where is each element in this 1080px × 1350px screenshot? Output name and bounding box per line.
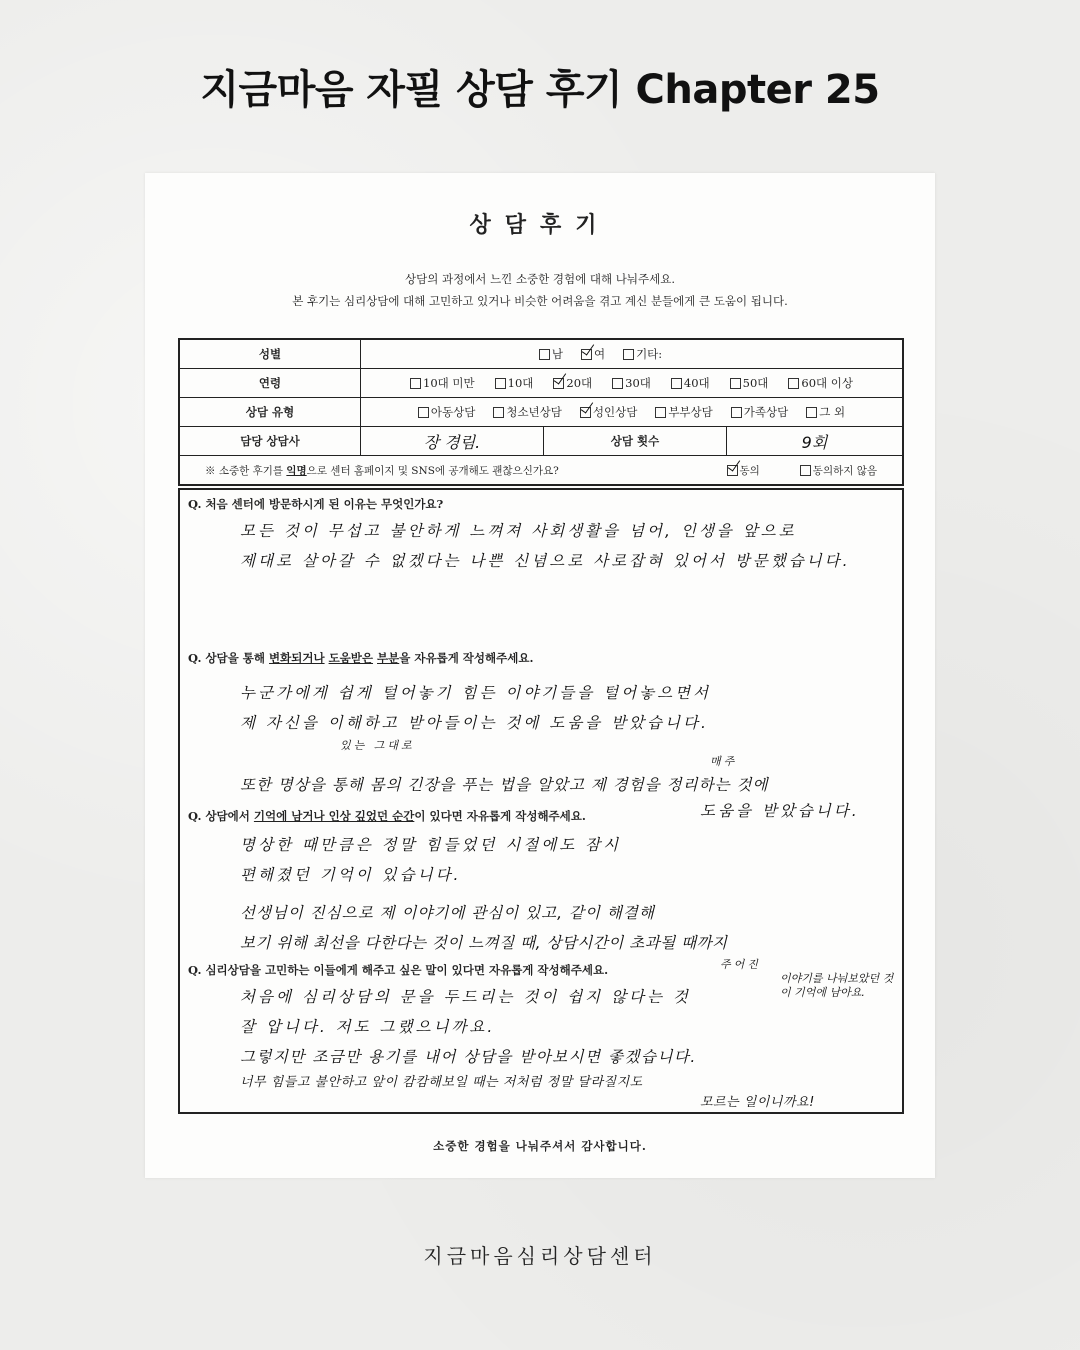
answer-1[interactable]: 모든 것이 무섭고 불안하게 느껴져 사회생활을 넘어, 인생을 앞으로 제대로 살아갈 수 없겠다는 나쁜 신념으로 사로잡혀 있어서 방문했습니다. (240, 522, 851, 570)
checkbox-icon (806, 407, 817, 418)
type-options (361, 398, 904, 427)
checkbox-checked-icon (553, 378, 564, 389)
age-label: 연령 (179, 369, 361, 398)
option-age-50s[interactable]: 50대 (730, 375, 769, 391)
question-4: Q. 심리상담을 고민하는 이들에게 해주고 싶은 말이 있다면 자유롭게 작성해주세요. (188, 963, 609, 977)
page-title: 지금마음 자필 상담 후기 Chapter 25 (200, 67, 880, 113)
checkbox-icon (730, 378, 741, 389)
checkbox-icon (612, 378, 623, 389)
option-type-adult[interactable]: 성인상담 (580, 404, 637, 420)
checkbox-checked-icon (727, 465, 738, 476)
checkbox-icon (655, 407, 666, 418)
option-age-40s[interactable]: 40대 (671, 375, 710, 391)
question-1: Q. 처음 센터에 방문하시게 된 이유는 무엇인가요? (188, 497, 444, 511)
option-age-20s[interactable]: 20대 (553, 375, 592, 391)
option-age-10s[interactable]: 10대 (495, 375, 534, 391)
option-consent-no[interactable]: 동의하지 않음 (800, 463, 877, 478)
sessions-value: 9회 (801, 432, 828, 452)
age-options (361, 369, 904, 398)
checkbox-icon (623, 349, 634, 360)
option-age-under-10[interactable]: 10대 미만 (410, 375, 475, 391)
thanks-message: 소중한 경험을 나눠주셔서 감사합니다. (433, 1139, 647, 1153)
gender-options (361, 339, 904, 369)
checkbox-icon (495, 378, 506, 389)
answer-4[interactable]: 처음에 심리상담의 문을 두드리는 것이 쉽지 않다는 것 잘 압니다. 저도 그랬으니까요. 그렇지만 조금만 용기를 내어 상담을 받아보시면 좋겠습니다. 너무 힘들고 불안하고 앞이 캄캄해보일 때는 저처럼 정말 달라질지도 모르는 일이니까요! (240, 988, 815, 1110)
answer-2[interactable]: 누군가에게 쉽게 털어놓기 힘든 이야기들을 털어놓으면서 제 자신을 이해하고 받아들이는 것에 도움을 받았습니다. 있는 그대로 매주 또한 명상을 통해 몸의 긴장을 푸는 법을 알았고 제 경험을 정리하는 것에 도움을 받았습니다. (240, 684, 860, 820)
intro-line-2: 본 후기는 심리상담에 대해 고민하고 있거나 비슷한 어려움을 겪고 계신 분들에게 큰 도움이 됩니다. (292, 294, 788, 308)
option-male[interactable]: 남 (539, 346, 563, 362)
option-age-60s[interactable]: 60대 이상 (788, 375, 853, 391)
option-type-other[interactable]: 그 외 (806, 404, 845, 420)
checkbox-icon (539, 349, 550, 360)
counselor-value-cell[interactable] (361, 427, 544, 456)
option-type-child[interactable]: 아동상담 (418, 404, 475, 420)
consent-question: ※ 소중한 후기를 익명으로 센터 홈페이지 및 SNS에 공개해도 괜찮으신가요? (205, 464, 559, 477)
checkbox-icon (800, 465, 811, 476)
option-female[interactable]: 여 (581, 346, 605, 362)
checkbox-checked-icon (581, 349, 592, 360)
counselor-value: 장 경림. (423, 432, 481, 452)
info-table (178, 338, 904, 486)
option-consent-yes[interactable]: 동의 (727, 463, 760, 478)
checkbox-icon (788, 378, 799, 389)
review-form-sheet (145, 173, 935, 1178)
sessions-label: 상담 횟수 (544, 427, 727, 456)
qa-box (178, 488, 904, 1114)
question-2: Q. 상담을 통해 변화되거나 도움받은 부분을 자유롭게 작성해주세요. (188, 651, 534, 665)
checkbox-icon (671, 378, 682, 389)
form-title: 상담후기 (469, 212, 611, 238)
type-label: 상담 유형 (179, 398, 361, 427)
center-name: 지금마음심리상담센터 (423, 1244, 657, 1268)
answer-3[interactable]: 명상한 때만큼은 정말 힘들었던 시절에도 잠시 편해졌던 기억이 있습니다. 선생님이 진심으로 제 이야기에 관심이 있고, 같이 해결해 보기 위해 최선을 다한다는 것이 느껴질 때, 상담시간이 초과될 때까지 주어진 이야기를 나눠보았던 것이 기억에 남아요. (240, 836, 894, 999)
counselor-label: 담당 상담사 (179, 427, 361, 456)
option-type-youth[interactable]: 청소년상담 (493, 404, 562, 420)
sessions-value-cell[interactable] (727, 427, 904, 456)
checkbox-icon (493, 407, 504, 418)
gender-label: 성별 (179, 339, 361, 369)
checkbox-checked-icon (580, 407, 591, 418)
form-intro (145, 268, 935, 312)
option-other[interactable]: 기타: (623, 346, 724, 362)
intro-line-1: 상담의 과정에서 느낀 소중한 경험에 대해 나눠주세요. (405, 272, 675, 286)
consent-row (179, 456, 903, 486)
option-age-30s[interactable]: 30대 (612, 375, 651, 391)
option-type-couple[interactable]: 부부상담 (655, 404, 712, 420)
question-3: Q. 상담에서 기억에 남거나 인상 깊었던 순간이 있다면 자유롭게 작성해주세요. (188, 809, 586, 823)
checkbox-icon (410, 378, 421, 389)
checkbox-icon (731, 407, 742, 418)
checkbox-icon (418, 407, 429, 418)
option-type-family[interactable]: 가족상담 (731, 404, 788, 420)
